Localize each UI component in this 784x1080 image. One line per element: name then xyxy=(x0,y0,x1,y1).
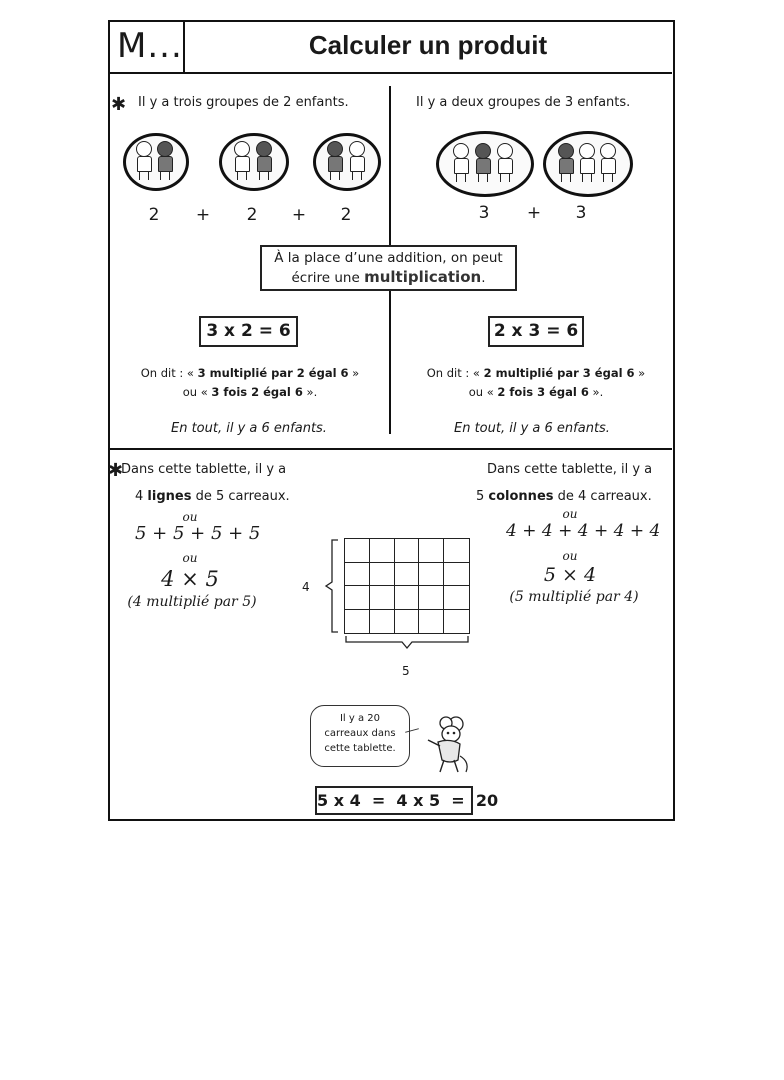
or-word: ou xyxy=(562,549,578,563)
grid-square xyxy=(419,563,444,587)
left-reading: On dit : « 3 multiplié par 2 égal 6 » ou « 3 fois 2 égal 6 ». xyxy=(140,366,360,399)
section-divider xyxy=(110,448,672,450)
plus-sign: + xyxy=(526,203,542,223)
column-count-label: 5 xyxy=(402,664,410,678)
lesson-code: M... xyxy=(117,26,183,66)
grid-square xyxy=(444,610,469,634)
child-icon xyxy=(497,143,512,183)
grid-square xyxy=(395,610,420,634)
left-groups-sentence: Il y a trois groupes de 2 enfants. xyxy=(138,95,349,110)
addition-term: 2 xyxy=(148,205,160,225)
child-icon xyxy=(136,141,151,181)
rows-product: 4 × 5 xyxy=(161,567,219,591)
grid-square xyxy=(444,563,469,587)
tablet-cols-line1: Dans cette tablette, il y a xyxy=(487,462,653,477)
addition-term: 3 xyxy=(575,203,587,223)
or-word: ou xyxy=(562,507,578,521)
grid-square xyxy=(370,539,395,563)
addition-term: 2 xyxy=(340,205,352,225)
child-icon xyxy=(234,141,249,181)
right-reading: On dit : « 2 multiplié par 3 égal 6 » ou « 2 fois 3 égal 6 ». xyxy=(426,366,646,399)
chocolate-tablet-grid xyxy=(344,538,470,634)
rows-sum: 5 + 5 + 5 + 5 xyxy=(135,523,261,544)
mouse-mascot-icon xyxy=(420,714,472,776)
rows-note: (4 multiplié par 5) xyxy=(127,594,257,610)
callout-line-2: écrire une multiplication. xyxy=(291,268,486,286)
right-total: En tout, il y a 6 enfants. xyxy=(454,421,610,436)
asterisk-icon: ✱ xyxy=(111,94,127,115)
grid-square xyxy=(370,586,395,610)
grid-square xyxy=(395,586,420,610)
header-rule xyxy=(110,72,672,74)
cols-sum: 4 + 4 + 4 + 4 + 4 xyxy=(506,521,661,541)
multiplication-word: multiplication xyxy=(364,268,482,286)
speech-bubble: Il y a 20 carreaux dans cette tablette. xyxy=(310,705,410,767)
left-equation-box: 3 x 2 = 6 xyxy=(199,316,298,347)
grid-square xyxy=(345,610,370,634)
callout-line-1: À la place d’une addition, on peut xyxy=(274,250,503,266)
grid-square xyxy=(444,586,469,610)
grid-square xyxy=(419,586,444,610)
right-groups-sentence: Il y a deux groupes de 3 enfants. xyxy=(416,95,631,110)
or-word: ou xyxy=(182,551,198,565)
grid-square xyxy=(419,610,444,634)
right-equation-box: 2 x 3 = 6 xyxy=(488,316,584,347)
child-icon xyxy=(453,143,468,183)
grid-square xyxy=(345,563,370,587)
multiplication-callout xyxy=(260,245,517,291)
row-brace xyxy=(318,538,340,636)
group-blob xyxy=(313,133,381,191)
child-icon xyxy=(349,141,364,181)
child-icon xyxy=(579,143,594,183)
addition-term: 3 xyxy=(478,203,490,223)
group-blob xyxy=(436,131,534,197)
plus-sign: + xyxy=(291,205,307,225)
tablet-rows-line2: 4 lignes de 5 carreaux. xyxy=(135,489,290,504)
tablet-rows-line1: Dans cette tablette, il y a xyxy=(121,462,287,477)
child-icon xyxy=(157,141,172,181)
asterisk-icon: ✱ xyxy=(108,460,124,481)
page-title: Calculer un produit xyxy=(308,30,548,60)
plus-sign: + xyxy=(195,205,211,225)
final-equation-box: 5 x 4 = 4 x 5 = 20 xyxy=(315,786,473,815)
child-icon xyxy=(256,141,271,181)
child-icon xyxy=(475,143,490,183)
addition-term: 2 xyxy=(246,205,258,225)
or-word: ou xyxy=(182,510,198,524)
tablet-cols-line2: 5 colonnes de 4 carreaux. xyxy=(476,489,652,504)
left-total: En tout, il y a 6 enfants. xyxy=(171,421,327,436)
grid-square xyxy=(370,563,395,587)
group-blob xyxy=(219,133,289,191)
row-count-label: 4 xyxy=(302,580,310,594)
grid-square xyxy=(444,539,469,563)
grid-square xyxy=(345,539,370,563)
child-icon xyxy=(558,143,573,183)
group-blob xyxy=(123,133,189,191)
child-icon xyxy=(327,141,342,181)
grid-square xyxy=(370,610,395,634)
grid-square xyxy=(395,539,420,563)
grid-square xyxy=(345,586,370,610)
child-icon xyxy=(600,143,615,183)
group-blob xyxy=(543,131,633,197)
column-brace xyxy=(344,634,470,652)
cols-note: (5 multiplié par 4) xyxy=(509,589,639,605)
cols-product: 5 × 4 xyxy=(543,564,597,586)
grid-square xyxy=(395,563,420,587)
grid-square xyxy=(419,539,444,563)
